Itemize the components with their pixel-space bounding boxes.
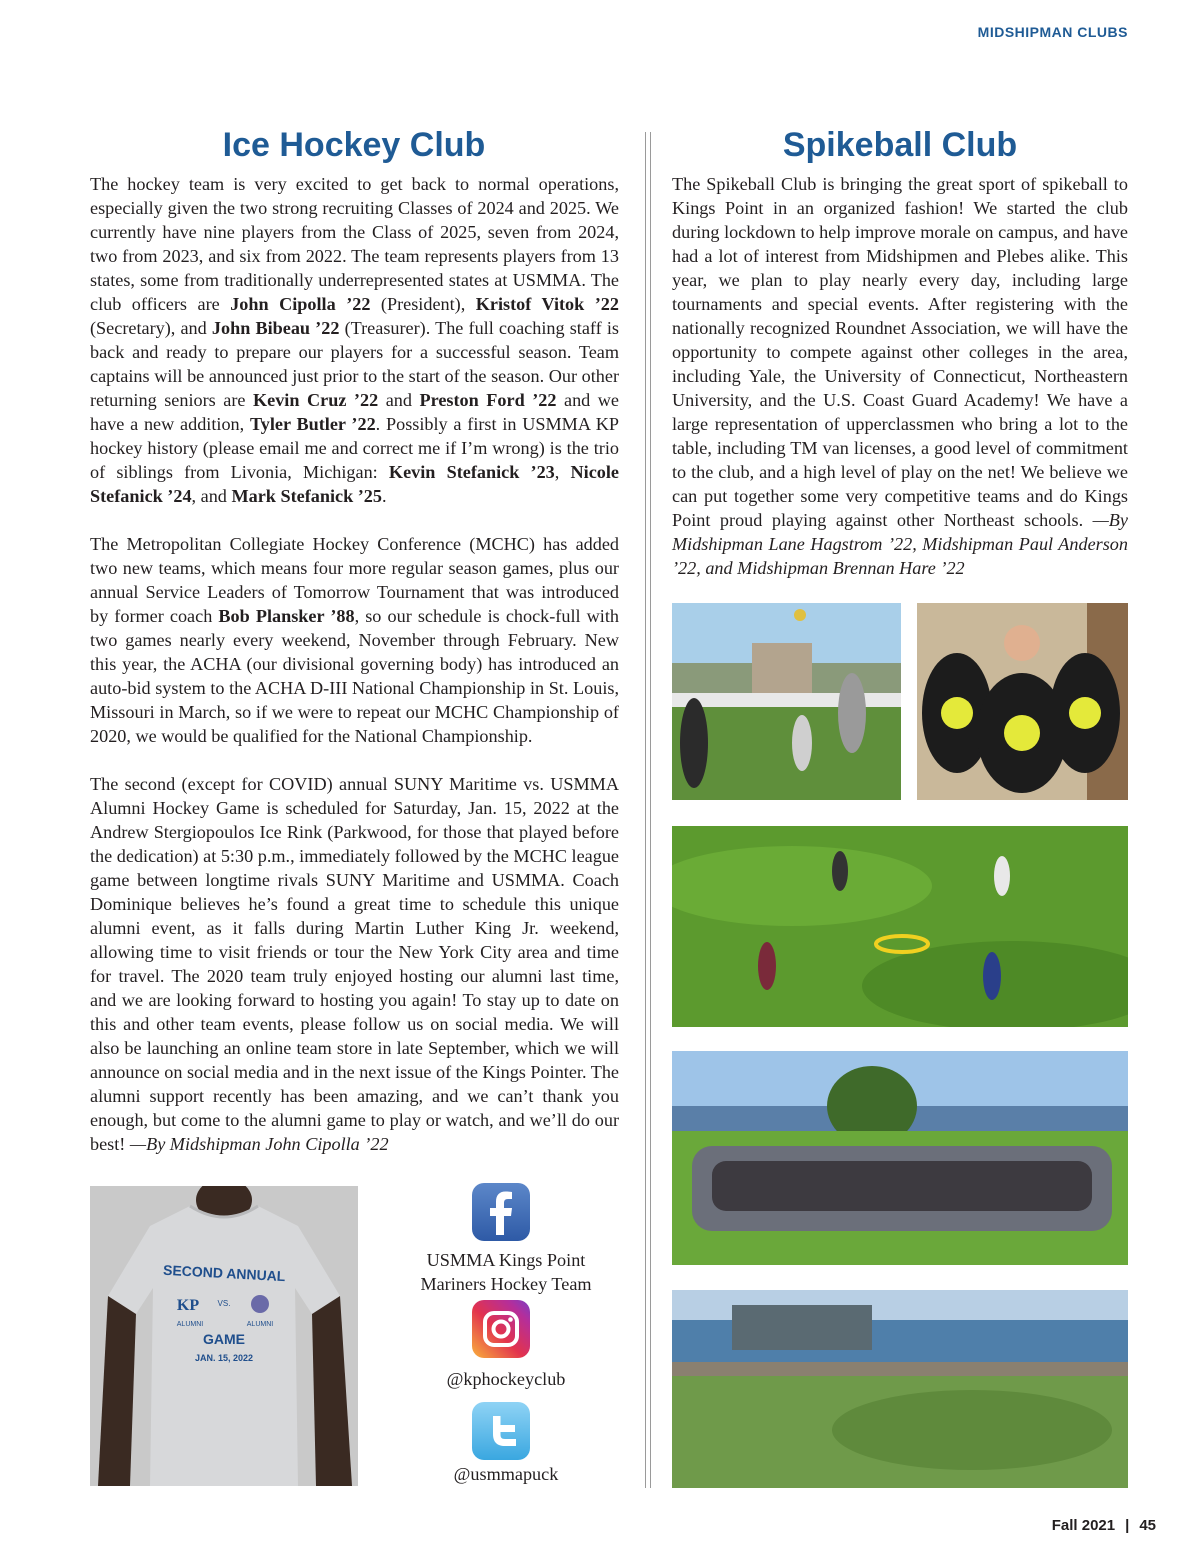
spikeball-club-article	[672, 172, 1128, 604]
player-name: Nicole Stefanick ’24	[90, 462, 619, 506]
text: The hockey team is very excited to get back to normal operations, especially given the two strong recruiting Classes of 2024 and 2025. We currently have nine players from the Class of 2025, seven from 2024, two from 2023, and six from 2022. The team represents players from 13 states, some from traditionally underrepresented states at USMMA. The club officers are	[90, 174, 619, 314]
tshirt-vs: VS.	[217, 1299, 231, 1308]
hockey-paragraph-3	[90, 772, 619, 1156]
player-name: Preston Ford ’22	[419, 390, 557, 410]
text: The Metropolitan Collegiate Hockey Conference (MCHC) has added two new teams, which means four more regular season games, plus our annual Service Leaders of Tomorrow Tournament that was introduced by former coach	[90, 534, 619, 626]
instagram-caption: @kphockeyclub	[446, 1369, 566, 1389]
facebook-caption: USMMA Kings Point Mariners Hockey Team	[420, 1250, 592, 1294]
tshirt-kp-logo: KP	[176, 1297, 200, 1314]
page-footer	[1052, 1517, 1156, 1534]
spikeball-group-photo	[672, 1051, 1128, 1265]
tshirt-alumni-right: ALUMNI	[246, 1321, 274, 1328]
tshirt-date: JAN. 15, 2022	[194, 1353, 254, 1363]
page-number: 45	[1139, 1517, 1156, 1534]
text: .	[382, 486, 387, 506]
coach-name: Bob Plansker ’88	[218, 606, 355, 626]
text: (President),	[370, 294, 476, 314]
byline: —By Midshipman Lane Hagstrom ’22, Midshipman Paul Anderson ’22, and Midshipman Brennan Hare ’22	[672, 510, 1128, 578]
hockey-paragraph-1	[90, 172, 619, 508]
footer-separator: |	[1125, 1517, 1130, 1534]
spikeball-paragraph-1	[672, 172, 1128, 580]
player-name: Tyler Butler ’22	[249, 414, 376, 434]
officer-name: Kristof Vitok ’22	[475, 294, 619, 314]
text: . Possibly a first in USMMA KP hockey history (please email me and correct me if I’m wrong) is the trio of siblings from Livonia, Michigan:	[90, 414, 619, 482]
spikeball-bags-photo	[917, 603, 1128, 800]
text: The second (except for COVID) annual SUNY Maritime vs. USMMA Alumni Hockey Game is scheduled for Saturday, Jan. 15, 2022 at the Andrew Stergiopoulos Ice Rink (Parkwood, for those that played before the dedication) at 5:30 p.m., immediately followed by the MCHC league game between longtime rivals SUNY Maritime and USMMA. Coach Dominique believes he’s found a great time to schedule this unique alumni event, as it falls during Martin Luther King Jr. weekend, allowing time to visit friends or tour the New York City area and time for travel. The 2020 team truly enjoyed hosting our alumni last time, and we are looking forward to hosting you again! To stay up to date on this and other team events, please follow us on social media. We will also be launching an online team store in late September, which we will announce on social media and in the next issue of the Kings Pointer. The alumni support recently has been amazing, and we can’t thank you enough, but come to the alumni game to play or watch, and we’ll do our best!	[90, 774, 620, 1154]
section-label: MIDSHIPMAN CLUBS	[977, 24, 1128, 40]
player-name: Kevin Stefanick ’23	[388, 462, 555, 482]
text: , so our schedule is chock-full with two games nearly every weekend, November through February. New this year, the ACHA (our divisional governing body) has introduced an auto-bid system to the ACHA D-III National Championship in St. Louis, Missouri in March, so if we were to repeat our MCHC Championship of 2020, we would be qualified for the National Championship.	[90, 606, 620, 746]
issue-label: Fall 2021	[1051, 1517, 1116, 1534]
byline: —By Midshipman John Cipolla ’22	[129, 1134, 389, 1154]
officer-name: John Cipolla ’22	[230, 294, 371, 314]
tshirt-line2: GAME	[203, 1331, 245, 1347]
player-name: Kevin Cruz ’22	[252, 390, 379, 410]
hockey-club-title: Ice Hockey Club	[222, 126, 486, 164]
spikeball-jump-photo	[672, 603, 901, 800]
text: and	[378, 390, 420, 410]
hockey-paragraph-2	[90, 532, 619, 748]
maritime-logo	[251, 1295, 269, 1313]
text: The Spikeball Club is bringing the great sport of spikeball to Kings Point in an organized fashion! We started the club during lockdown to help improve morale on campus, and have had a lot of interest from Midshipmen and Plebes alike. This year, we plan to play nearly every day, including large tournaments and special events. After registering with the nationally recognized Roundnet Association, we will have the opportunity to compete against other colleges in the area, including Yale, the University of Connecticut, Northeastern University, and the U.S. Coast Guard Academy! We have a large representation of upperclassmen who bring a lot to the table, including TM van licenses, a good level of commitment to the club, and a high level of play on the net! We believe we can put together some very competitive teams and do Kings Point proud playing against other Northeast schools.	[672, 174, 1128, 530]
spikeball-game-aerial-photo	[672, 826, 1128, 1027]
twitter-icon[interactable]	[472, 1402, 530, 1460]
text: ,	[554, 462, 571, 482]
column-divider	[650, 132, 651, 1488]
spikeball-campus-aerial-photo	[672, 1290, 1128, 1488]
column-divider	[645, 132, 646, 1488]
text: (Secretary), and	[90, 318, 212, 338]
text: (Treasurer). The full coaching staff is back and ready to prepare our players for a successful season. Team captains will be announced just prior to the start of the season. Our other returning seniors are	[90, 318, 619, 410]
tshirt-alumni-left: ALUMNI	[176, 1321, 204, 1328]
facebook-icon[interactable]	[472, 1183, 530, 1241]
text: and we have a new addition,	[90, 390, 619, 434]
twitter-caption: @usmmapuck	[453, 1464, 559, 1484]
player-name: Mark Stefanick ’25	[231, 486, 382, 506]
tshirt-line1: SECOND ANNUAL	[162, 1261, 286, 1285]
spikeball-club-title: Spikeball Club	[782, 126, 1018, 164]
hockey-club-article	[90, 172, 619, 1180]
text: , and	[191, 486, 232, 506]
alumni-game-tshirt-photo	[90, 1186, 358, 1486]
officer-name: John Bibeau ’22	[211, 318, 340, 338]
instagram-icon[interactable]	[472, 1300, 530, 1358]
